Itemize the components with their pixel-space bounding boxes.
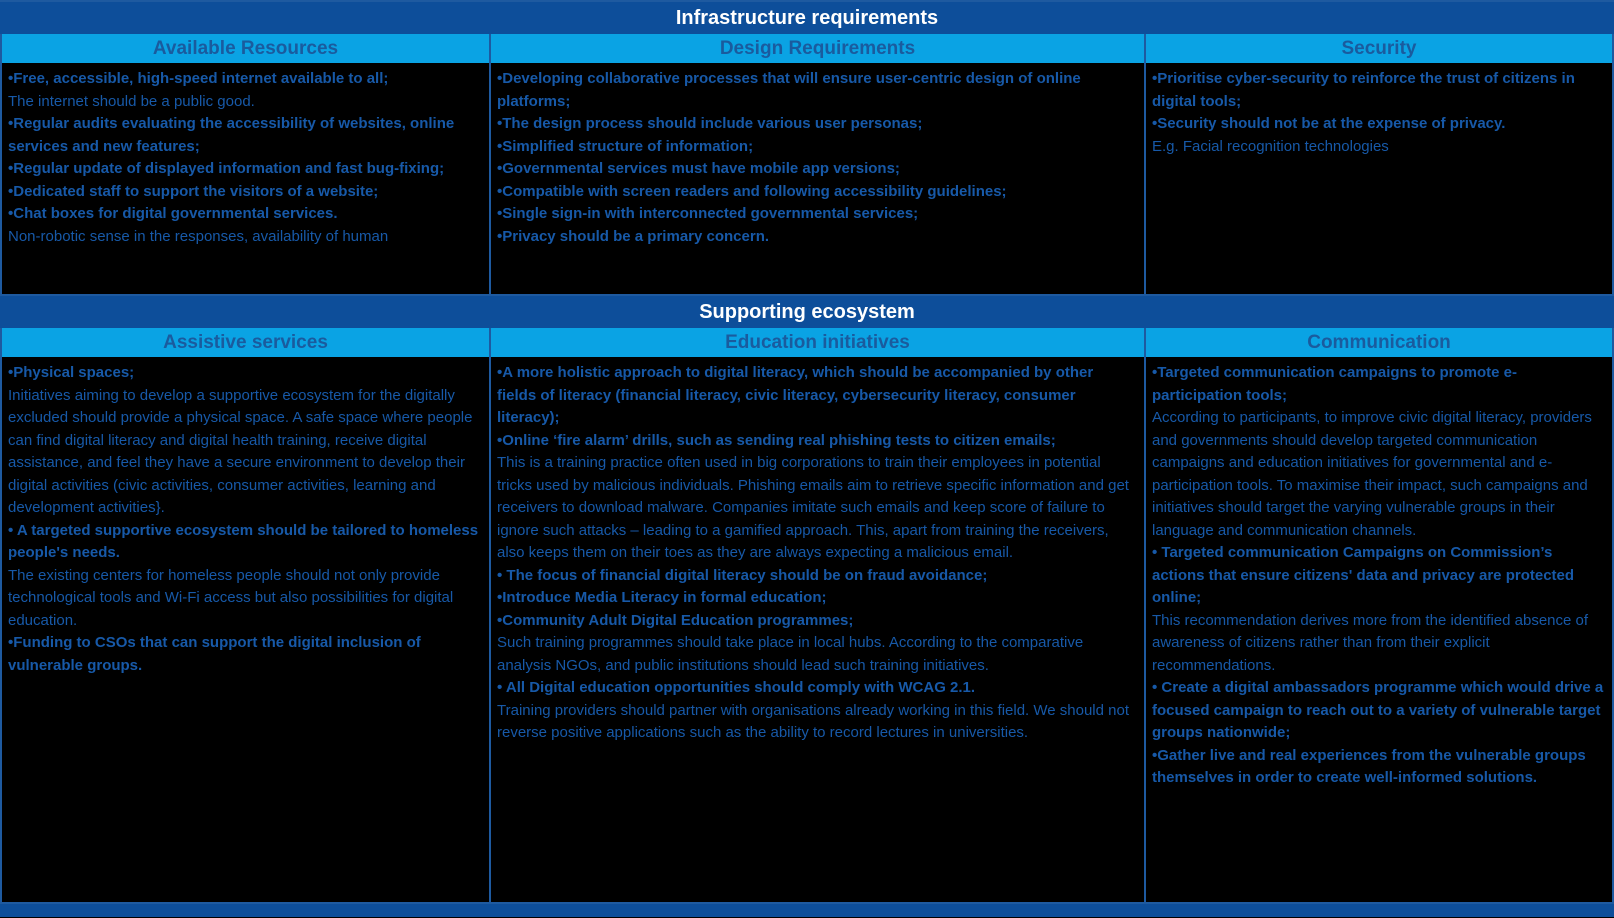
cell-paragraph: •Dedicated staff to support the visitors of a website; [8, 182, 379, 200]
cell-paragraph: •Funding to CSOs that can support the digital inclusion of vulnerable groups. [8, 634, 421, 674]
column-header-assistive-services: Assistive services [0, 328, 489, 357]
cell-paragraph: •Regular update of displayed information and fast bug-fixing; [8, 160, 445, 177]
cell-paragraph: • A targeted supportive ecosystem should be tailored to homeless people's needs. [8, 521, 479, 561]
body-row-infrastructure [0, 63, 1614, 296]
cell-paragraph: •The design process should include various user personas; [497, 115, 923, 132]
cell-paragraph: Non-robotic sense in the responses, availability of human [8, 227, 389, 245]
cell-paragraph: •Simplified structure of information; [497, 137, 754, 155]
cell-paragraph: •Prioritise cyber-security to reinforce the trust of citizens in digital tools; [1152, 70, 1575, 110]
section-supporting-ecosystem [0, 296, 1614, 904]
column-header-row [0, 34, 1614, 63]
cell-available-resources [0, 63, 489, 296]
cell-paragraph: Training providers should partner with organisations already working in this field. We should not reverse positive applications such as the ability to record lectures in universities. [497, 701, 1129, 741]
cell-paragraph: •Regular audits evaluating the accessibility of websites, online services and new features; [8, 115, 455, 155]
column-header-row [0, 328, 1614, 357]
cell-security [1144, 63, 1614, 296]
cell-paragraph: •Physical spaces; [8, 364, 135, 381]
cell-paragraph: • Targeted communication Campaigns on Commission’s actions that ensure citizens' data and privacy are protected online; [1152, 544, 1575, 606]
cell-paragraph: Initiatives aiming to develop a supportive ecosystem for the digitally excluded should provide a physical space. A safe space where people can find digital literacy and digital health training, receive digital assistance, and feel they have a secure environment to develop their digital activities (civic activities, consumer activities, learning and development activities}. [8, 386, 473, 516]
cell-paragraph: •Targeted communication campaigns to promote e-participation tools; [1152, 364, 1518, 404]
section-title-infrastructure: Infrastructure requirements [0, 2, 1614, 34]
cell-paragraph: • Create a digital ambassadors programme which would drive a focused campaign to reach out to a variety of vulnerable target groups nationwide; [1152, 679, 1604, 741]
cell-paragraph: According to participants, to improve civic digital literacy, providers and governments should develop targeted communication campaigns and education initiatives for governmental and e-participation tools. To maximise their impact, such campaigns and initiatives should target the varying vulnerable groups in their language and communication channels. [1152, 409, 1592, 539]
cell-paragraph: The internet should be a public good. [8, 92, 255, 110]
cell-paragraph: E.g. Facial recognition technologies [1152, 137, 1389, 155]
cell-paragraph: •Community Adult Digital Education programmes; [497, 611, 854, 629]
cell-paragraph: •Privacy should be a primary concern. [497, 227, 770, 245]
cell-communication [1144, 357, 1614, 904]
cell-paragraph: • All Digital education opportunities should comply with WCAG 2.1. [497, 679, 976, 696]
cell-paragraph: •Security should not be at the expense of privacy. [1152, 115, 1506, 132]
column-header-available-resources: Available Resources [0, 34, 489, 63]
cell-paragraph: •Governmental services must have mobile app versions; [497, 160, 900, 177]
cell-paragraph: •Online ‘fire alarm’ drills, such as sending real phishing tests to citizen emails; [497, 431, 1056, 449]
cell-paragraph: •Chat boxes for digital governmental services. [8, 205, 338, 222]
cell-paragraph: • The focus of financial digital literacy should be on fraud avoidance; [497, 566, 988, 584]
body-row-supporting-ecosystem [0, 357, 1614, 904]
column-header-security: Security [1144, 34, 1614, 63]
cell-paragraph: •Gather live and real experiences from the vulnerable groups themselves in order to create well-informed solutions. [1152, 746, 1586, 786]
section-infrastructure [0, 2, 1614, 296]
cell-paragraph: •Developing collaborative processes that will ensure user-centric design of online platforms; [497, 70, 1081, 110]
column-header-design-requirements: Design Requirements [489, 34, 1144, 63]
cell-paragraph: Such training programmes should take place in local hubs. According to the comparative analysis NGOs, and public institutions should lead such training initiatives. [497, 634, 1084, 674]
cell-paragraph: The existing centers for homeless people should not only provide technological tools and Wi-Fi access but also possibilities for digital education. [8, 566, 454, 629]
cell-paragraph: This recommendation derives more from the identified absence of awareness of citizens rather than from their explicit recommendations. [1152, 611, 1589, 674]
cell-paragraph: This is a training practice often used in big corporations to train their employees in potential tricks used by malicious individuals. Phishing emails aim to retrieve specific information and get receivers to download malware. Companies imitate such emails and keep score of failure to ignore such attacks – leading to a gamified approach. This, apart from training the receivers, also keeps them on their toes as they are always expecting a malicious email. [497, 454, 1129, 561]
section-title-supporting-ecosystem: Supporting ecosystem [0, 296, 1614, 328]
cell-paragraph: •Free, accessible, high-speed internet available to all; [8, 70, 389, 87]
cell-assistive-services [0, 357, 489, 904]
cell-paragraph: •A more holistic approach to digital literacy, which should be accompanied by other fields of literacy (financial literacy, civic literacy, cybersecurity literacy, consumer literacy); [497, 364, 1094, 426]
cell-paragraph: •Compatible with screen readers and following accessibility guidelines; [497, 182, 1007, 200]
column-header-education-initiatives: Education initiatives [489, 328, 1144, 357]
table-bottom-border [0, 904, 1614, 917]
cell-design-requirements [489, 63, 1144, 296]
cell-paragraph: •Introduce Media Literacy in formal education; [497, 589, 827, 606]
cell-paragraph: •Single sign-in with interconnected governmental services; [497, 205, 919, 222]
cell-education-initiatives [489, 357, 1144, 904]
column-header-communication: Communication [1144, 328, 1614, 357]
